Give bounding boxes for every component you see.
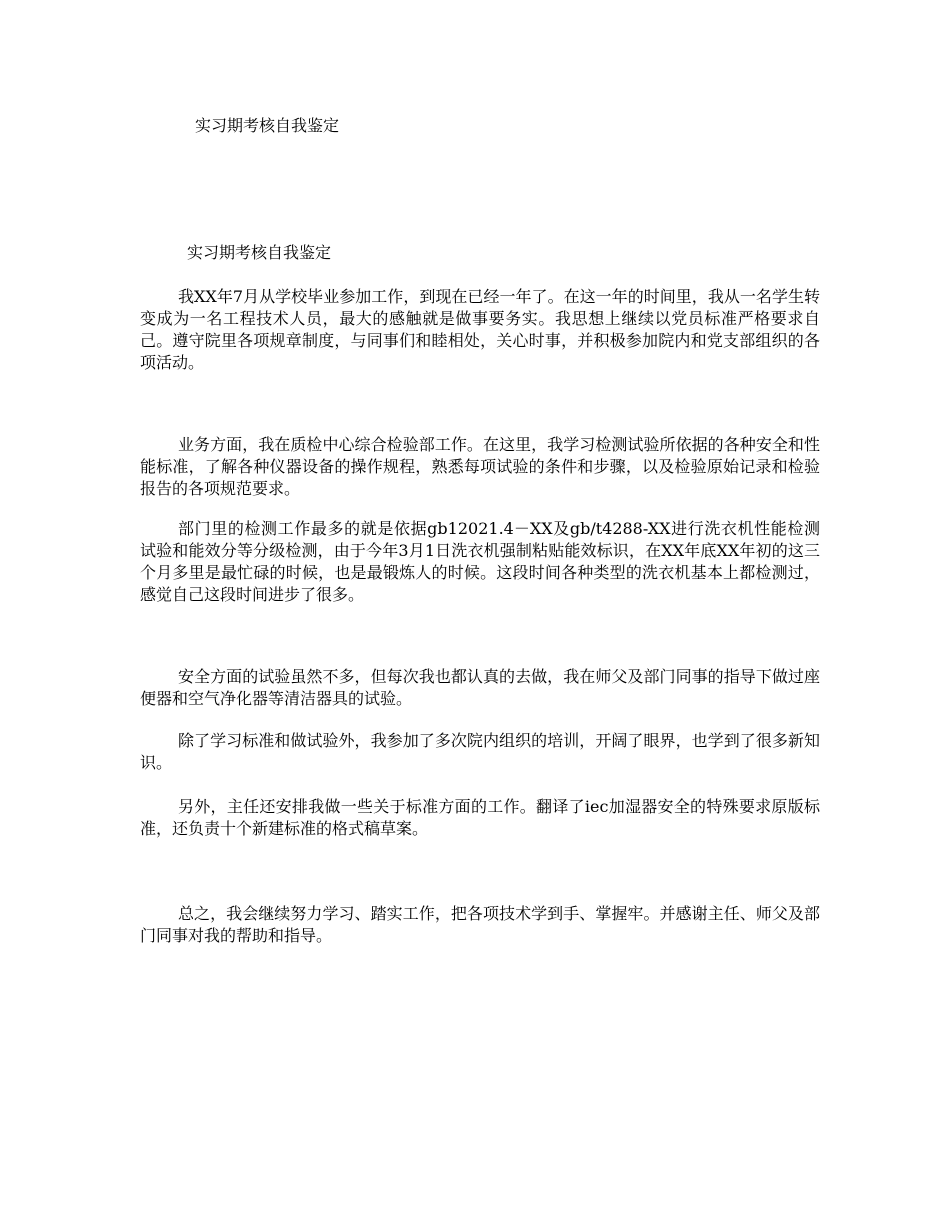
paragraph-business: 业务方面，我在质检中心综合检验部工作。在这里，我学习检测试验所依据的各种安全和性能标准，了解各种仪器设备的操作规程，熟悉每项试验的条件和步骤，以及检验原始记录和检验报告的各项规范要求。: [140, 435, 820, 498]
document-title: 实习期考核自我鉴定: [195, 116, 340, 135]
paragraph-conclusion: 总之，我会继续努力学习、踏实工作，把各项技术学到手、掌握牢。并感谢主任、师父及部门同事对我的帮助和指导。: [140, 904, 820, 945]
paragraph-standards: 另外，主任还安排我做一些关于标准方面的工作。翻译了iec加湿器安全的特殊要求原版标准，还负责十个新建标准的格式稿草案。: [140, 797, 820, 838]
paragraph-training: 除了学习标准和做试验外，我参加了多次院内组织的培训，开阔了眼界，也学到了很多新知识。: [140, 731, 820, 772]
paragraph-testing-work: 部门里的检测工作最多的就是依据gb12021.4－XX及gb/t4288-XX进行洗衣机性能检测试验和能效分等分级检测，由于今年3月1日洗衣机强制粘贴能效标识，在XX年底XX年初的这三个月多里是最忙碌的时候，也是最锻炼人的时候。这段时间各种类型的洗衣机基本上都检测过，感觉自己这段时间进步了很多。: [140, 519, 820, 604]
paragraph-safety: 安全方面的试验虽然不多，但每次我也都认真的去做，我在师父及部门同事的指导下做过座便器和空气净化器等清洁器具的试验。: [140, 667, 820, 708]
document-subtitle: 实习期考核自我鉴定: [187, 243, 332, 262]
paragraph-intro: 我XX年7月从学校毕业参加工作，到现在已经一年了。在这一年的时间里，我从一名学生转变成为一名工程技术人员，最大的感触就是做事要务实。我思想上继续以党员标准严格要求自己。遵守院里各项规章制度，与同事们和睦相处，关心时事，并积极参加院内和党支部组织的各项活动。: [140, 287, 820, 372]
